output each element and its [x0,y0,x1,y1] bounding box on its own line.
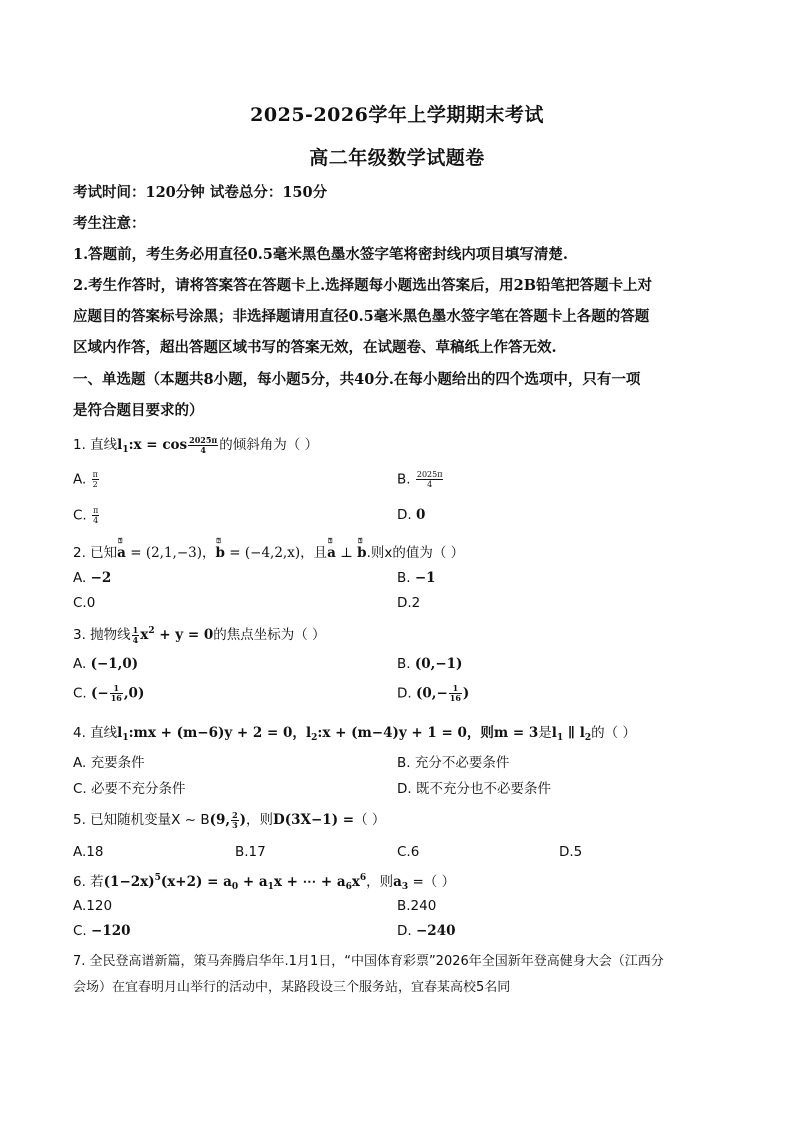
vector-a2-letter: a [327,545,336,561]
q5-close: ) [239,812,247,828]
q6-a3: a [393,874,402,890]
q4-par-l1: l [551,725,557,741]
q3-d-frac [449,684,462,703]
q1-equation: :x = cos [128,437,188,453]
q6-sub1: 1 [267,882,274,892]
q3-option-a [73,656,138,672]
vector-a-2 [327,536,336,561]
question-7-line-1: 7. 全民登高谱新篇，策马奔腾启华年.1月1日，“中国体育彩票”2026年全国新年登高健身大会（江西分 [73,954,664,969]
q5-option-d: D.5 [559,844,583,860]
q3-d-close: ) [462,685,470,702]
q5-prefix: 5. 已知随机变量X ~ B [73,812,210,828]
vector-b-arrow-icon: ⍰ [216,536,221,545]
q1-line-name: l [117,437,123,453]
q3-c-frac [110,684,123,703]
q4-par-l1-sub: 1 [556,733,564,743]
note-2-line-3: 区域内作答，超出答题区域书写的答案无效，在试题卷、草稿纸上作答无效. [73,339,557,356]
q4-parallel: ∥ [563,725,580,741]
q2-prefix: 2. 已知 [73,545,118,561]
q3-b-label: B. [397,656,415,672]
q4-option-d: D. 既不充分也不必要条件 [397,781,551,797]
q2-vector-b-value: = (−4,2,x)，且 [224,545,328,561]
q1-option-d-value: 0 [415,507,426,523]
q3-option-b [397,656,462,672]
q3-frac-den: 4 [132,634,139,645]
q2-b-label: B. [397,570,415,586]
q6-sub6: 6 [345,882,352,892]
q3-d-open: (0,− [415,685,448,702]
q6-c-value: −120 [91,923,131,939]
q1-option-d-label: D. [397,507,416,523]
q6-sub3: 3 [401,882,409,892]
q6-option-d [397,923,455,939]
q2-option-c: C.0 [73,595,96,611]
q3-a-label: A. [73,656,91,672]
q6-option-c [73,923,131,939]
q5-suffix: （ ） [354,812,386,828]
q5-option-a: A.18 [73,844,104,860]
q3-c-den: 16 [110,693,122,703]
q2-suffix: .则x的值为（ ） [366,545,465,561]
q6-then: ，则 [366,874,394,890]
vector-a-letter: a [117,545,126,561]
q1-option-a [73,470,100,489]
q1-fraction-num: 2025π [189,434,218,445]
q5-then: ，则 [246,812,274,828]
q6-d-label: D. [397,923,416,939]
q3-c-label: C. [73,685,92,702]
q4-option-a: A. 充要条件 [73,755,145,771]
section-heading-line-1: 一、单选题（本题共8小题，每小题5分，共40分.在每小题给出的四个选项中，只有一项 [73,371,641,388]
vector-b-2 [357,536,367,561]
q2-option-b [397,570,436,586]
note-2-line-1: 2.考生作答时，请将答案答在答题卡上.选择题每小题选出答案后，用2B铅笔把答题卡上对 [73,277,653,294]
question-5-stem [73,808,723,830]
q2-vector-a-value: = (2,1,−3)， [125,545,216,561]
q6-x6: x [351,874,360,890]
question-6-stem [73,870,723,892]
q4-par-l2: l [579,725,585,741]
q2-option-a [73,570,111,586]
q1-option-a-frac [92,470,99,489]
q3-prefix: 3. 抛物线 [73,627,131,643]
q6-pow6: 6 [359,873,367,883]
q6-sub0: 0 [231,882,239,892]
q4-option-c: C. 必要不充分条件 [73,781,186,797]
q3-b-value: (0,−1) [414,656,463,672]
q4-suffix: 的（ ） [591,725,636,741]
q6-pow5: 5 [154,873,161,883]
q3-c-num: 1 [110,684,123,694]
q4-par-l2-sub: 2 [584,733,592,743]
section-heading-line-2: 是符合题目要求的） [73,402,204,419]
q1-option-b [397,470,444,489]
q3-c-open: (− [91,685,109,702]
q4-eq2: :x + (m−4)y + 1 = 0，则 [317,725,494,741]
q3-square: 2 [148,626,155,636]
q3-a-value: (−1,0) [90,656,139,672]
vector-a2-arrow-icon: ⍰ [328,536,333,545]
note-2-line-2: 应题目的答案标号涂黑；非选择题请用直径0.5毫米黑色墨水签字笔在答题卡上各题的答题 [73,308,650,325]
notice-label: 考生注意： [73,215,146,232]
q1-suffix: 的倾斜角为（ ） [219,437,319,453]
q3-x: x [140,627,149,643]
q5-option-b: B.17 [235,844,266,860]
q1-prefix: 1. 直线 [73,437,118,453]
exam-time-line: 考试时间：120分钟 试卷总分：150分 [73,184,328,201]
q2-a-value: −2 [90,570,112,586]
q1-a-den: 2 [92,480,98,489]
q1-option-c-label: C. [73,507,92,524]
q1-b-num: 2025π [416,470,443,479]
question-2-stem [73,536,723,561]
question-7-line-2: 会场）在宜春明月山举行的活动中，某路段设三个服务站，宜春某高校5名同 [73,980,511,995]
vector-b-letter: b [215,545,225,561]
q1-c-num: π [93,506,99,515]
q4-eq1: :mx + (m−6)y + 2 = 0， [128,725,306,741]
q5-option-c: C.6 [397,844,420,860]
q6-mid: (x+2) = a [160,874,232,890]
q3-option-d [397,684,469,703]
q1-a-num: π [92,470,98,479]
q2-b-value: −1 [414,570,436,586]
q5-open: (9, [209,812,231,828]
q6-mid2: + a [238,874,268,890]
q4-prefix: 4. 直线 [73,725,118,741]
q4-l1-sub: 1 [122,733,129,743]
vector-b2-letter: b [357,545,367,561]
q6-d-value: −240 [415,923,456,939]
q1-option-a-label: A. [73,471,91,488]
exam-title: 2025-2026学年上学期期末考试 [250,104,544,126]
q3-d-den: 16 [449,693,461,703]
q1-option-c [73,506,100,525]
q6-base: (1−2x) [103,874,155,890]
vector-a [117,536,126,561]
q3-equation: + y = 0 [154,627,214,643]
question-4-stem [73,721,723,743]
vector-a-arrow-icon: ⍰ [118,536,123,545]
q6-option-b: B.240 [397,898,437,914]
q3-c-close: ,0) [123,685,145,702]
vector-b2-arrow-icon: ⍰ [358,536,363,545]
q6-prefix: 6. 若 [73,874,104,890]
q1-option-b-label: B. [397,471,415,488]
question-1-stem [73,433,723,455]
q5-frac-den: 3 [232,819,238,830]
vector-b [215,536,225,561]
q5-fraction [231,811,239,830]
q3-fraction [132,626,140,645]
q3-frac-num: 1 [132,624,139,635]
q5-frac-num: 2 [232,809,238,820]
q4-is: 是 [538,725,552,741]
q3-suffix: 的焦点坐标为（ ） [213,627,326,643]
q1-b-den: 4 [427,480,433,489]
q6-mid3: x + ⋯ + a [273,874,346,890]
q3-d-num: 1 [449,684,462,694]
q1-fraction-den: 4 [200,444,206,455]
q4-condition: m = 3 [493,725,539,741]
exam-subtitle: 高二年级数学试题卷 [309,147,485,169]
q6-c-label: C. [73,923,92,939]
q3-d-label: D. [397,685,416,702]
q1-option-d [397,507,425,523]
q1-fraction [188,436,218,455]
q1-c-den: 4 [93,516,99,525]
note-1: 1.答题前，考生务必用直径0.5毫米黑色墨水签字笔将密封线内项目填写清楚. [73,246,568,263]
q3-option-c [73,684,144,703]
perp-symbol: ⊥ [335,545,358,561]
q6-option-a: A.120 [73,898,113,914]
q4-l2: l [305,725,312,741]
q4-option-b: B. 充分不必要条件 [397,755,510,771]
q4-l1: l [117,725,123,741]
q2-a-label: A. [73,570,91,586]
question-3-stem [73,623,723,645]
q1-line-sub: 1 [122,445,129,455]
q6-suffix: =（ ） [408,874,456,890]
q1-option-b-frac [416,470,444,489]
q4-l2-sub: 2 [311,733,318,743]
q2-option-d: D.2 [397,595,421,611]
q1-option-c-frac [92,506,99,525]
q5-expression: D(3X−1) = [273,812,355,828]
